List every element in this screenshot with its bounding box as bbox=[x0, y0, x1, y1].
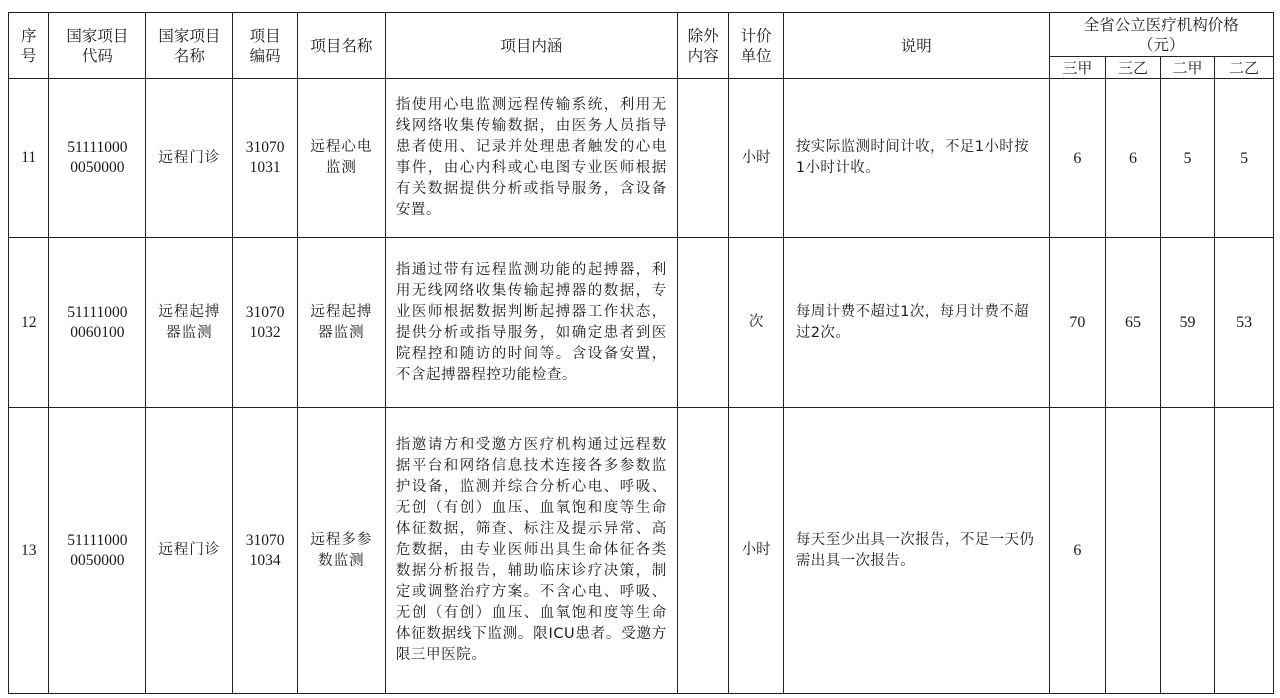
cell-note: 每天至少出具一次报告，不足一天仍需出具一次报告。 bbox=[783, 408, 1049, 694]
cell-price-4: 53 bbox=[1215, 238, 1274, 408]
table-row bbox=[9, 408, 1274, 694]
header-seq: 序号 bbox=[9, 13, 49, 79]
header-item-code: 项目编码 bbox=[233, 13, 298, 79]
header-level-4: 二乙 bbox=[1215, 57, 1274, 79]
cell-national-name: 远程起搏器监测 bbox=[146, 238, 233, 408]
cell-national-code: 51111000 0050000 bbox=[49, 408, 146, 694]
header-price-group: 全省公立医疗机构价格（元） bbox=[1049, 13, 1273, 57]
table-row bbox=[9, 238, 1274, 408]
cell-content: 指使用心电监测远程传输系统，利用无线网络收集传输数据，由医务人员指导患者使用、记录并处理患者触发的心电事件，由心内科或心电图专业医师根据有关数据提供分析或指导服务，含设备安置。 bbox=[385, 79, 677, 238]
cell-unit: 次 bbox=[729, 238, 784, 408]
cell-price-2: 6 bbox=[1106, 79, 1161, 238]
header-row-1 bbox=[9, 13, 1274, 57]
cell-excluded bbox=[677, 408, 729, 694]
cell-seq: 12 bbox=[9, 238, 49, 408]
cell-item-name: 远程心电监测 bbox=[297, 79, 385, 238]
cell-national-name: 远程门诊 bbox=[146, 79, 233, 238]
cell-item-name: 远程多参数监测 bbox=[297, 408, 385, 694]
header-national-name: 国家项目名称 bbox=[146, 13, 233, 79]
cell-price-1: 6 bbox=[1049, 79, 1106, 238]
cell-price-2 bbox=[1106, 408, 1161, 694]
cell-item-code: 31070 1031 bbox=[233, 79, 298, 238]
cell-price-4: 5 bbox=[1215, 79, 1274, 238]
cell-seq: 13 bbox=[9, 408, 49, 694]
cell-item-code: 31070 1032 bbox=[233, 238, 298, 408]
price-table bbox=[8, 12, 1274, 694]
cell-price-4 bbox=[1215, 408, 1274, 694]
table-row bbox=[9, 79, 1274, 238]
header-unit: 计价单位 bbox=[729, 13, 784, 79]
header-level-2: 三乙 bbox=[1106, 57, 1161, 79]
header-note: 说明 bbox=[783, 13, 1049, 79]
cell-price-3: 5 bbox=[1160, 79, 1215, 238]
cell-note: 按实际监测时间计收，不足1小时按1小时计收。 bbox=[783, 79, 1049, 238]
header-excluded: 除外内容 bbox=[677, 13, 729, 79]
header-national-code: 国家项目代码 bbox=[49, 13, 146, 79]
cell-content: 指通过带有远程监测功能的起搏器，利用无线网络收集传输起搏器的数据，专业医师根据数据判断起搏器工作状态，提供分析或指导服务，如确定患者到医院程控和随访的时间等。含设备安置，不含起搏器程控功能检查。 bbox=[385, 238, 677, 408]
cell-note: 每周计费不超过1次，每月计费不超过2次。 bbox=[783, 238, 1049, 408]
cell-unit: 小时 bbox=[729, 408, 784, 694]
cell-price-1: 70 bbox=[1049, 238, 1106, 408]
cell-price-1: 6 bbox=[1049, 408, 1106, 694]
cell-price-3: 59 bbox=[1160, 238, 1215, 408]
cell-excluded bbox=[677, 79, 729, 238]
cell-national-code: 51111000 0060100 bbox=[49, 238, 146, 408]
header-level-1: 三甲 bbox=[1049, 57, 1106, 79]
cell-item-code: 31070 1034 bbox=[233, 408, 298, 694]
cell-content: 指邀请方和受邀方医疗机构通过远程数据平台和网络信息技术连接各多参数监护设备，监测并综合分析心电、呼吸、无创（有创）血压、血氧饱和度等生命体征数据，筛查、标注及提示异常、高危数据，由专业医师出具生命体征各类数据分析报告，辅助临床诊疗决策，制定或调整治疗方案。不含心电、呼吸、无创（有创）血压、血氧饱和度等生命体征数据线下监测。限ICU患者。受邀方限三甲医院。 bbox=[385, 408, 677, 694]
cell-unit: 小时 bbox=[729, 79, 784, 238]
header-level-3: 二甲 bbox=[1160, 57, 1215, 79]
header-content: 项目内涵 bbox=[385, 13, 677, 79]
header-item-name: 项目名称 bbox=[297, 13, 385, 79]
cell-item-name: 远程起搏器监测 bbox=[297, 238, 385, 408]
cell-excluded bbox=[677, 238, 729, 408]
cell-price-3 bbox=[1160, 408, 1215, 694]
cell-national-code: 51111000 0050000 bbox=[49, 79, 146, 238]
cell-seq: 11 bbox=[9, 79, 49, 238]
cell-national-name: 远程门诊 bbox=[146, 408, 233, 694]
cell-price-2: 65 bbox=[1106, 238, 1161, 408]
